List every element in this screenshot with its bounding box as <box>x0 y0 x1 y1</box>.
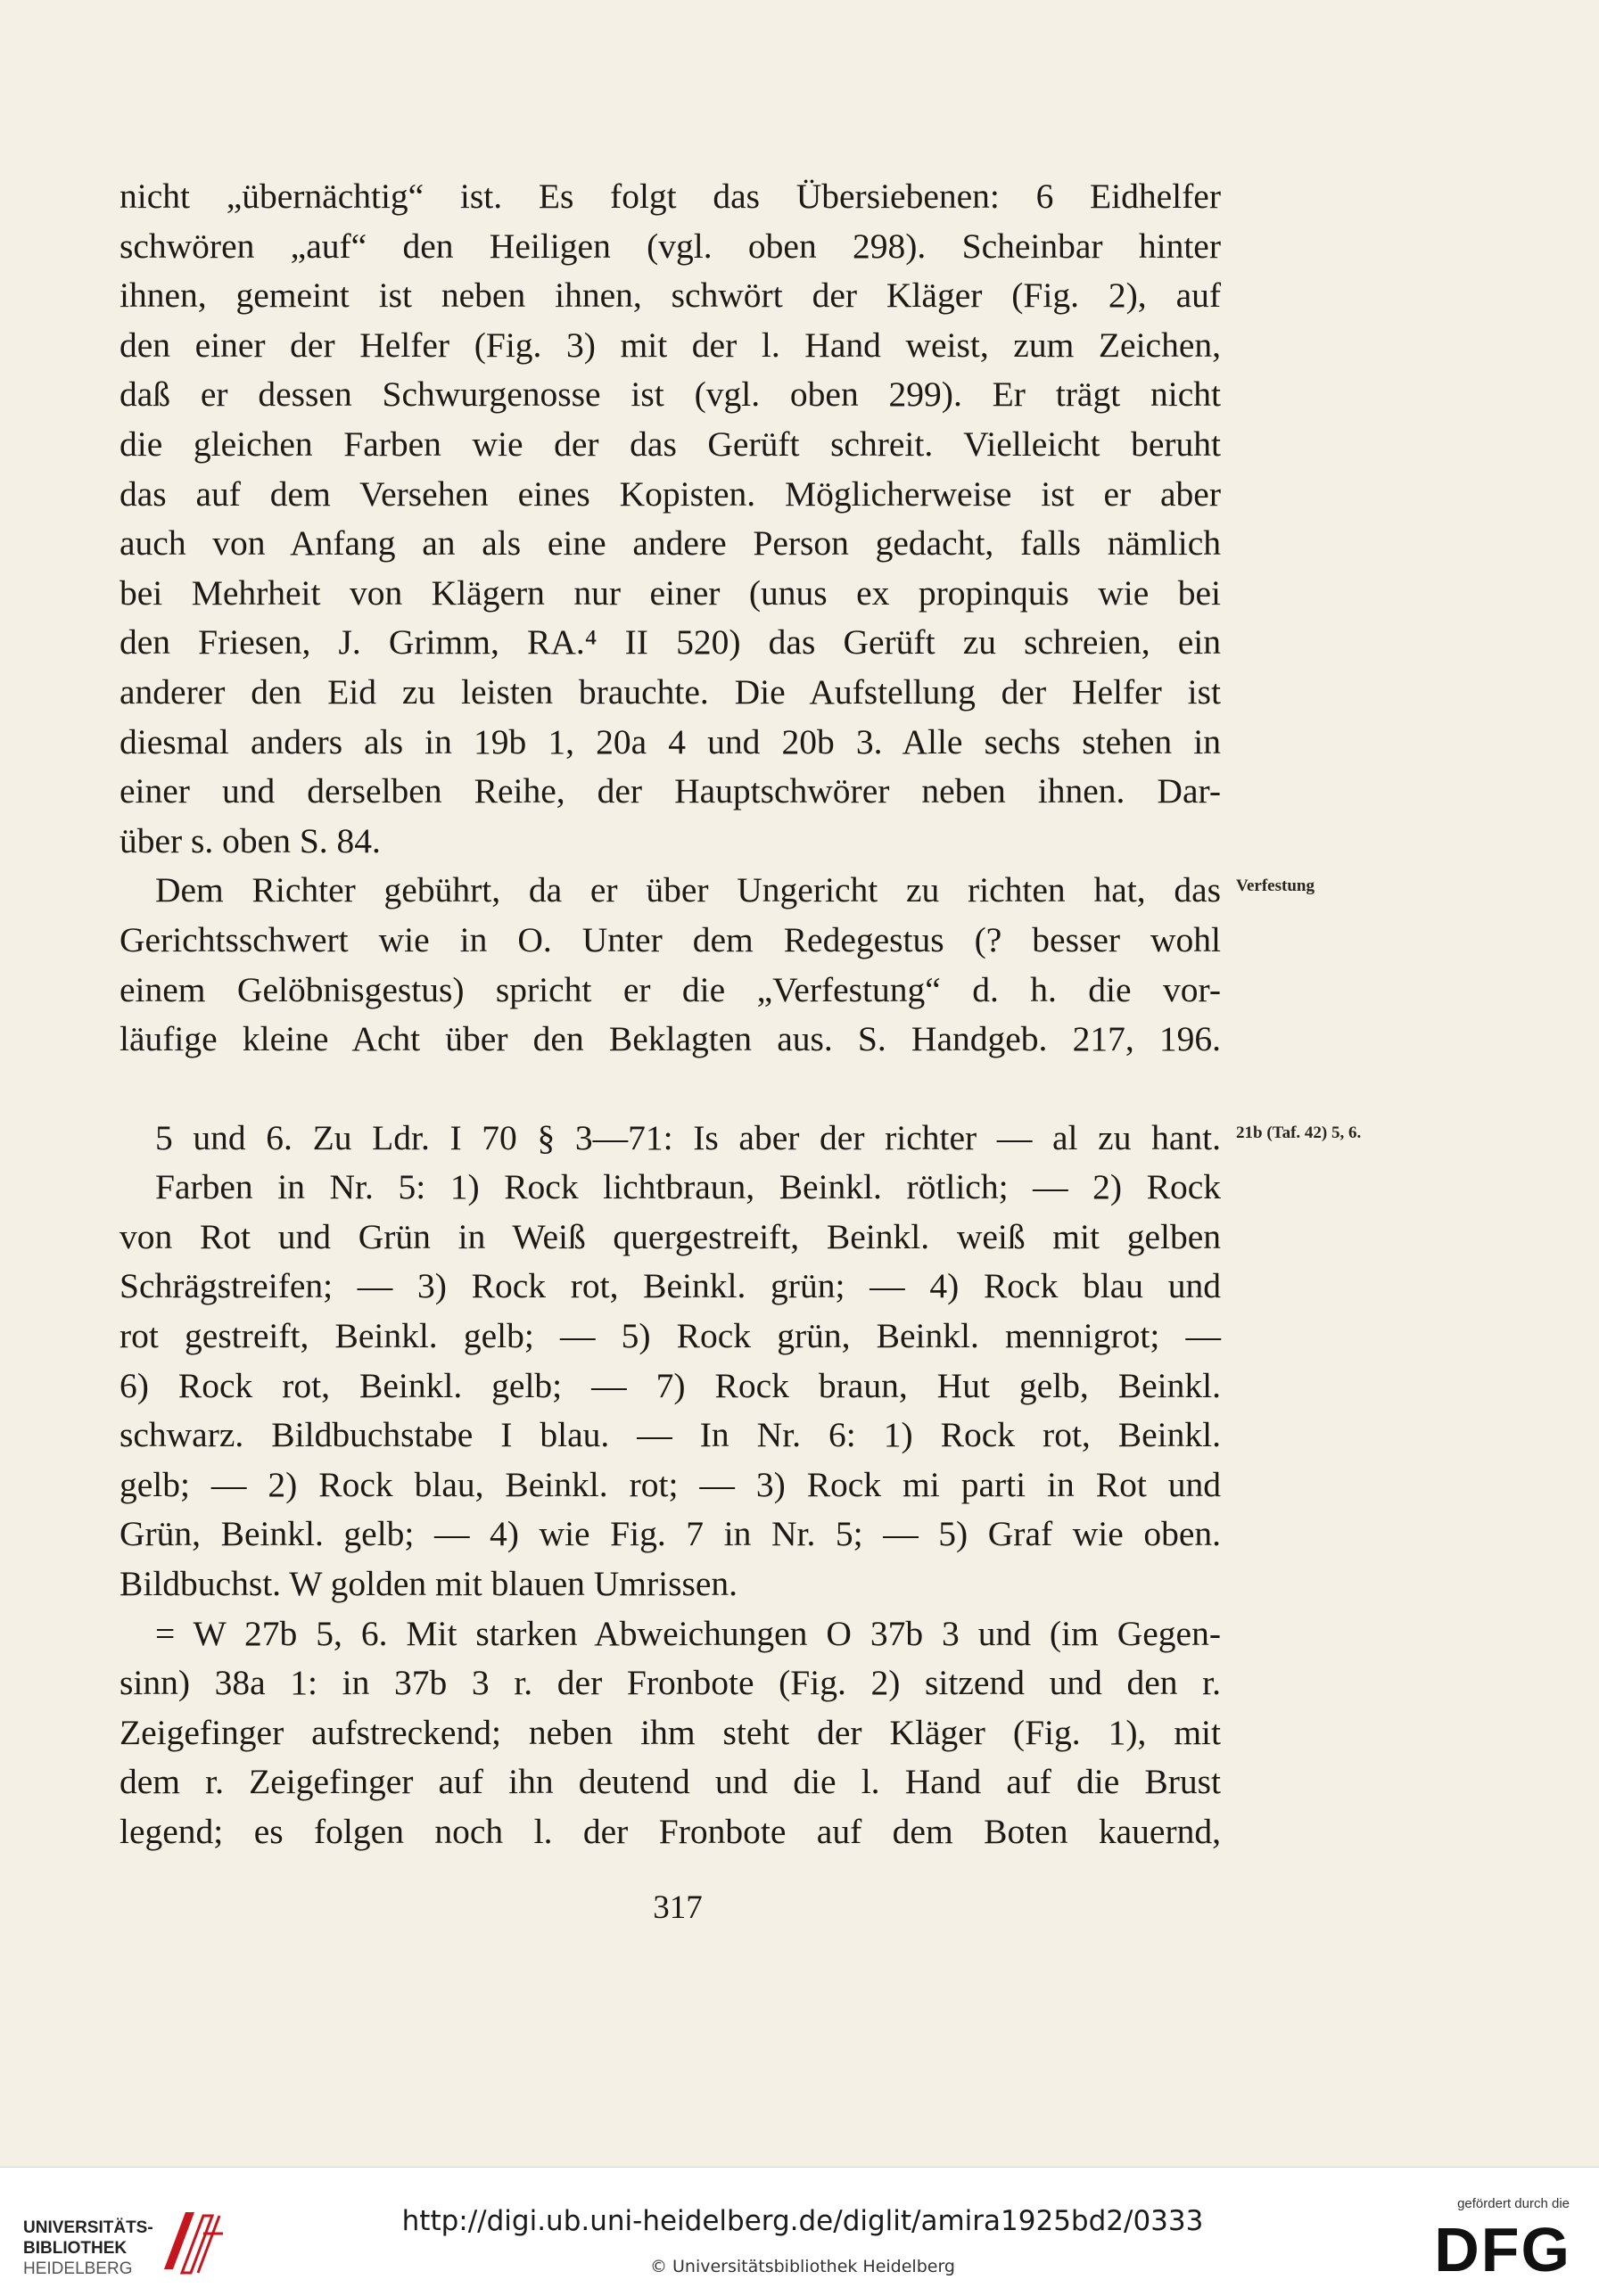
text-line: sinn) 38a 1: in 37b 3 r. der Fronbote (Fig. 2) sitzend und den r. <box>120 1663 1221 1703</box>
text-line: den einer der Helfer (Fig. 3) mit der l. Hand weist, zum Zeichen, <box>120 325 1221 365</box>
text-line: bei Mehrheit von Klägern nur einer (unus ex propinquis wie bei <box>120 572 1221 613</box>
library-name <box>23 2218 175 2279</box>
text-line: = W 27b 5, 6. Mit starken Abweichungen O 37b 3 und (im Gegen- <box>155 1613 1221 1653</box>
dfg-logo: DFG <box>1434 2215 1571 2284</box>
paragraph <box>120 1163 1221 1609</box>
text-line: den Friesen, J. Grimm, RA.⁴ II 520) das Gerüft zu schreien, ein <box>120 622 1221 662</box>
text-line: rot gestreift, Beinkl. gelb; — 5) Rock grün, Beinkl. mennigrot; — <box>120 1316 1221 1356</box>
text-line: von Rot und Grün in Weiß quergestreift, Beinkl. weiß mit gelben <box>120 1216 1221 1256</box>
text-line: Dem Richter gebührt, da er über Ungericht zu richten hat, das <box>155 870 1221 910</box>
document-url-link[interactable]: http://digi.ub.uni-heidelberg.de/diglit/amira1925bd2/0333 <box>401 2205 1204 2237</box>
text-line: über s. oben S. 84. <box>120 820 381 860</box>
margin-note-verfestung: Verfestung <box>1236 876 1315 895</box>
text-line: Gerichtsschwert wie in O. Unter dem Redegestus (? besser wohl <box>120 919 1221 959</box>
text-line: schwören „auf“ den Heiligen (vgl. oben 298). Scheinbar hinter <box>120 226 1221 266</box>
text-line: Zeigefinger aufstreckend; neben ihm steht der Kläger (Fig. 1), mit <box>120 1712 1221 1752</box>
copyright-notice: © Universitätsbibliothek Heidelberg <box>649 2257 955 2276</box>
text-line: auch von Anfang an als eine andere Person gedacht, falls nämlich <box>120 523 1221 564</box>
text-line: nicht „übernächtig“ ist. Es folgt das Übersiebenen: 6 Eidhelfer <box>120 177 1221 216</box>
text-line: legend; es folgen noch l. der Fronbote auf dem Boten kauernd, <box>120 1812 1221 1851</box>
text-line: gelb; — 2) Rock blau, Beinkl. rot; — 3) Rock mi parti in Rot und <box>120 1464 1221 1504</box>
text-line: die gleichen Farben wie der das Gerüft schreit. Vielleicht beruht <box>120 424 1221 464</box>
text-line: läufige kleine Acht über den Beklagten aus. S. Handgeb. 217, 196. <box>120 1019 1221 1059</box>
text-line: daß er dessen Schwurgenosse ist (vgl. oben 299). Er trägt nicht <box>120 374 1221 415</box>
text-line: dem r. Zeigefinger auf ihn deutend und die l. Hand auf die Brust <box>120 1762 1221 1802</box>
section-gap <box>120 1065 1221 1114</box>
paragraph <box>120 1609 1221 1857</box>
text-line: einer und derselben Reihe, der Hauptschwörer neben ihnen. Dar- <box>120 771 1221 811</box>
library-name-line: BIBLIOTHEK <box>23 2239 128 2258</box>
margin-note-reference: 21b (Taf. 42) 5, 6. <box>1236 1123 1362 1142</box>
paragraph <box>120 866 1221 1064</box>
text-line: Farben in Nr. 5: 1) Rock lichtbraun, Beinkl. rötlich; — 2) Rock <box>155 1167 1221 1207</box>
library-name-line: UNIVERSITÄTS- <box>23 2218 153 2237</box>
text-line: diesmal anders als in 19b 1, 20a 4 und 20b 3. Alle sechs stehen in <box>120 721 1221 761</box>
body-text <box>120 172 1221 1857</box>
footer <box>0 2167 1599 2296</box>
paragraph <box>120 172 1221 866</box>
text-line: Schrägstreifen; — 3) Rock rot, Beinkl. grün; — 4) Rock blau und <box>120 1266 1221 1306</box>
text-line: ihnen, gemeint ist neben ihnen, schwört der Kläger (Fig. 2), auf <box>120 276 1221 316</box>
text-line: schwarz. Bildbuchstabe I blau. — In Nr. 6: 1) Rock rot, Beinkl. <box>120 1415 1221 1455</box>
text-line: einem Gelöbnisgestus) spricht er die „Verfestung“ d. h. die vor- <box>120 969 1221 1009</box>
section-heading <box>120 1114 1221 1164</box>
text-line: 6) Rock rot, Beinkl. gelb; — 7) Rock braun, Hut gelb, Beinkl. <box>120 1365 1221 1405</box>
text-line: das auf dem Versehen eines Kopisten. Möglicherweise ist er aber <box>120 473 1221 514</box>
page-number: 317 <box>653 1889 703 1926</box>
text-line: 5 und 6. Zu Ldr. I 70 § 3—71: Is aber der richter — al zu hant. <box>155 1117 1221 1157</box>
library-name-line: HEIDELBERG <box>23 2259 133 2278</box>
library-logo-icon <box>159 2207 227 2276</box>
dfg-caption: gefördert durch die <box>1457 2196 1570 2211</box>
text-line: Grün, Beinkl. gelb; — 4) wie Fig. 7 in Nr. 5; — 5) Graf wie oben. <box>120 1514 1221 1554</box>
text-line: Bildbuchst. W golden mit blauen Umrissen. <box>120 1564 738 1604</box>
text-line: anderer den Eid zu leisten brauchte. Die Aufstellung der Helfer ist <box>120 671 1221 712</box>
